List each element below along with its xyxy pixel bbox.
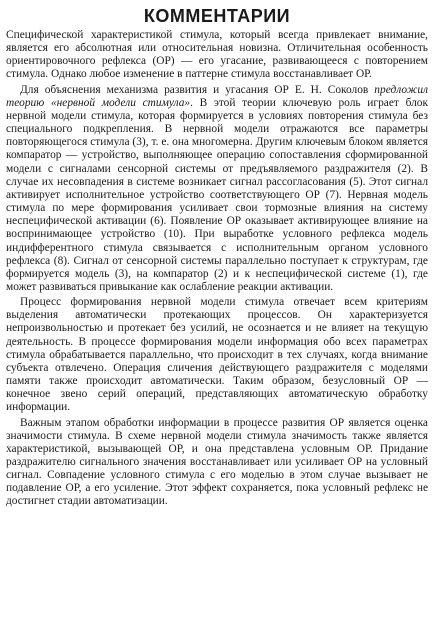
paragraph <box>6 29 428 82</box>
paragraph <box>6 84 428 295</box>
body-text <box>6 29 428 509</box>
text-run: Специфической характеристикой стимула, который всегда привлекает внимание, является его абсолютная или относительная новизна. Отличительная особенность ориентировочного рефлекса (ОР) — его угасание, развивающееся с повторением стимула. Однако любое изменение в паттерне стимула восстанавливает ОР. <box>6 29 428 81</box>
page-title: КОММЕНТАРИИ <box>143 6 291 26</box>
paragraph <box>6 417 428 509</box>
text-run: Для объяснения механизма развития и угасания ОР Е. Н. Соколов <box>20 83 375 96</box>
text-run: Процесс формирования нервной модели стимула отвечает всем критериям выделения автоматически протекающих процессов. Он характеризуется непроизвольностью и протекает без усилий, не осознается и не влияет на текущую деятельность. В процессе формирования модели информация обо всех параметрах стимула обрабатывается параллельно, что происходит в тех случаях, когда внимание субъекта отвлечено. Операция сличения действующего раздражителя с моделями памяти также происходит автоматически. Таким образом, безусловный ОР — конечное звено серий операций, представляющих автоматическую обработку информации. <box>6 296 428 414</box>
paragraph <box>6 296 428 414</box>
text-run: . В этой теории ключевую роль играет блок нервной модели стимула, которая формируется в условиях повторения стимула без специального подкрепления. В нервной модели отражаются все параметры повторяющегося стимула (3), т. е. она многомерна. Другим ключевым блоком является компаратор — устройство, выполняющее операцию сопоставления сформированной модели с сигналами сенсорной системы от предъявляемого раздражителя (2). В случае их несовпадения в системе возникает сигнал рассогласования (5). Этот сигнал активирует исполнительное устройство соответствующего ОР (7). Нервная модель стимула по мере формирования усиливает свои тормозные влияния на систему неспецифической активации (6). Появление ОР оказывает активирующее влияние на воспринимающее устройство (10). При выработке условного рефлекса модель индифферентного стимула связывается с исполнительным органом условного рефлекса (8). Сигнал от сенсорной системы параллельно поступает к структурам, где формируется модель (3), на компаратор (2) и к неспецифической системе (1), где может развиваться привыкание как ослабление реакции активации. <box>6 96 428 293</box>
italic-phrase: предложил теорию «нервной модели стимула» <box>6 83 428 109</box>
text-run: Важным этапом обработки информации в процессе развития ОР является оценка значимости стимула. В схеме нервной модели стимула значимость также является характеристикой, вызывающей ОР, и она представлена условным ОР. Придание раздражителю сигнального значения восстанавливает или усиливает ОР на условный сигнал. Совпадение условного стимула с его моделью в этом случае вызывает не подавление ОР, а его усиление. Этот эффект сохраняется, пока условный рефлекс не достигнет стадии автоматизации. <box>6 416 428 508</box>
